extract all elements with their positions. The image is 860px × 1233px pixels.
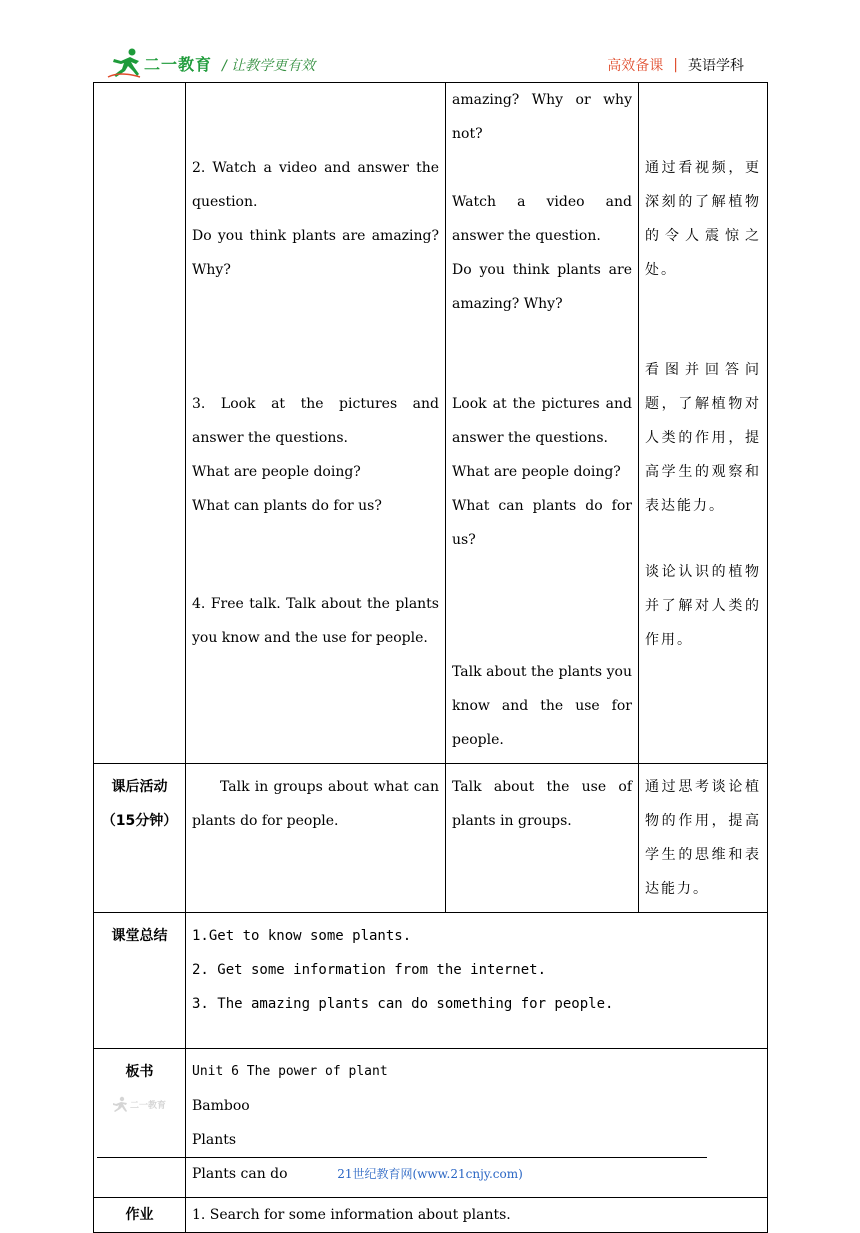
summary-content <box>186 913 768 1049</box>
empty-label-cell <box>94 83 186 764</box>
student-item-4: Talk about the plants you know and the use for people. <box>452 664 632 748</box>
board-line-3: Plants <box>192 1132 237 1148</box>
summary-line-3: 3. The amazing plants can do something for people. <box>192 996 614 1012</box>
homework-content: 1. Search for some information about plants. <box>186 1198 768 1233</box>
logo-text: 二一教育 <box>144 54 213 74</box>
table-row-homework <box>94 1198 768 1233</box>
student-item-2-question: Do you think plants are amazing? Why? <box>452 262 632 312</box>
student-item-3: Look at the pictures and answer the questions. <box>452 396 632 446</box>
watermark-logo-icon <box>110 1095 170 1113</box>
intent-item-2: 通过看视频，更深刻的了解植物的令人震惊之处。 <box>645 160 761 278</box>
teacher-item-4: 4. Free talk. Talk about the plants you know and the use for people. <box>192 596 439 646</box>
table-row-activities <box>94 83 768 764</box>
table-row-after-class <box>94 764 768 913</box>
logo <box>106 46 212 80</box>
student-item-3-q1: What are people doing? <box>452 464 621 480</box>
slogan: / 让教学更有效 <box>222 58 316 74</box>
teacher-item-3-q1: What are people doing? <box>192 464 361 480</box>
design-intent-cell <box>639 83 768 764</box>
page-header <box>0 0 860 82</box>
summary-line-1: 1.Get to know some plants. <box>192 928 412 944</box>
after-class-label: 课后活动 （15分钟） <box>94 764 186 913</box>
footer-divider <box>97 1157 707 1158</box>
student-item-2: Watch a video and answer the question. <box>452 194 632 244</box>
teacher-item-2-question: Do you think plants are amazing? Why? <box>192 228 439 278</box>
summary-line-2: 2. Get some information from the internet. <box>192 962 547 978</box>
teacher-activities-cell <box>186 83 446 764</box>
intent-item-3: 看图并回答问题，了解植物对人类的作用，提高学生的观察和表达能力。 <box>645 362 761 514</box>
board-line-2: Bamboo <box>192 1098 250 1114</box>
running-figure-icon <box>106 47 142 79</box>
summary-label: 课堂总结 <box>94 913 186 1049</box>
after-class-teacher: Talk in groups about what can plants do for people. <box>186 764 446 913</box>
header-separator: | <box>673 57 678 73</box>
teacher-item-3-q2: What can plants do for us? <box>192 498 382 514</box>
board-line-1: Unit 6 The power of plant <box>192 1064 388 1079</box>
header-label-subject: 英语学科 <box>688 58 744 74</box>
homework-label: 作业 <box>94 1198 186 1233</box>
student-item-1: amazing? Why or why not? <box>452 92 632 142</box>
lesson-plan-table <box>93 82 768 1233</box>
student-activities-cell <box>446 83 639 764</box>
table-row-summary <box>94 913 768 1049</box>
teacher-item-2: 2. Watch a video and answer the question. <box>192 160 439 210</box>
intent-item-4: 谈论认识的植物并了解对人类的作用。 <box>645 564 761 648</box>
board-line-4: Plants can do <box>192 1166 288 1182</box>
footer-text: 21世纪教育网(www.21cnjy.com) <box>337 1167 523 1181</box>
header-subject <box>607 55 744 75</box>
header-label-course: 高效备课 <box>607 58 664 74</box>
board-label: 板书 <box>125 1064 154 1080</box>
svg-text:二一教育: 二一教育 <box>129 1101 166 1111</box>
after-class-student: Talk about the use of plants in groups. <box>446 764 639 913</box>
after-class-intent: 通过思考谈论植物的作用，提高学生的思维和表达能力。 <box>639 764 768 913</box>
teacher-item-3: 3. Look at the pictures and answer the questions. <box>192 396 439 446</box>
student-item-3-q2: What can plants do for us? <box>452 498 632 548</box>
